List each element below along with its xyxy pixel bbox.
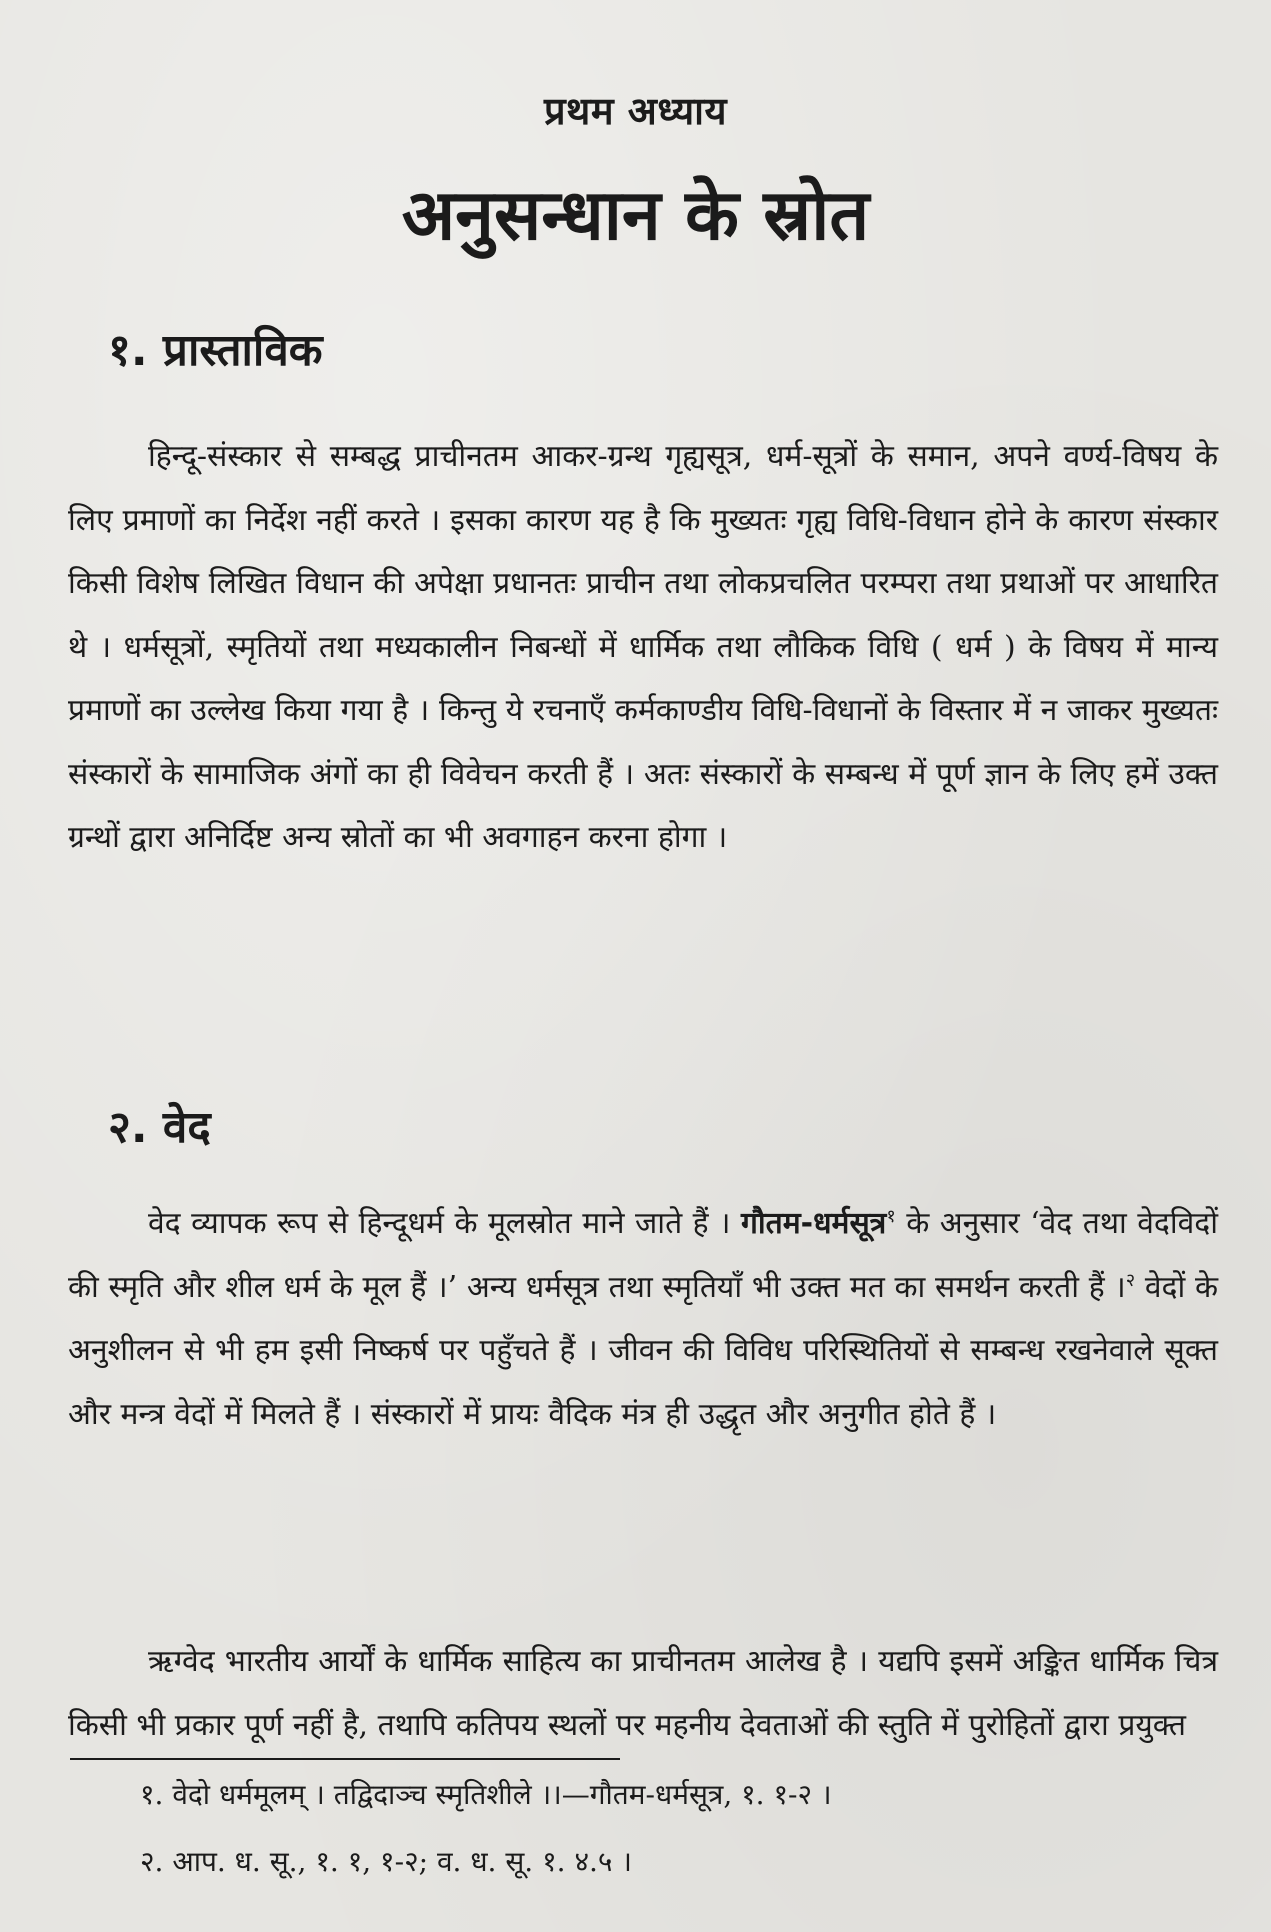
paragraph-text-part: के अनुसार ‘वेद तथा वेदविदों की स्मृति और शील धर्म के मूल हैं ।’ अन्य धर्मसूत्र तथा स्मृतियाँ भी उक्त मत का समर्थन करती हैं ।: [68, 1206, 1219, 1305]
footnote-marker: १: [886, 1206, 896, 1227]
paragraph-text: हिन्दू-संस्कार से सम्बद्ध प्राचीनतम आकर-ग्रन्थ गृह्यसूत्र, धर्म-सूत्रों के समान, अपने वर्ण्य-विषय के लिए प्रमाणों का निर्देश नहीं करते । इसका कारण यह है कि मुख्यतः गृह्य विधि-विधान होने के कारण संस्कार किसी विशेष लिखित विधान की अपेक्षा प्रधानतः प्राचीन तथा लोकप्रचलित परम्परा तथा प्रथाओं पर आधारित थे । धर्मसूत्रों, स्मृतियों तथा मध्यकालीन निबन्धों में धार्मिक तथा लौकिक विधि ( धर्म ) के विषय में मान्य प्रमाणों का उल्लेख किया गया है । किन्तु ये रचनाएँ कर्मकाण्डीय विधि-विधानों के विस्तार में न जाकर मुख्यतः संस्कारों के सामाजिक अंगों का ही विवेचन करती हैं । अतः संस्कारों के सम्बन्ध में पूर्ण ज्ञान के लिए हमें उक्त ग्रन्थों द्वारा अनिर्दिष्ट अन्य स्रोतों का भी अवगाहन करना होगा ।: [68, 439, 1218, 855]
footnote-divider: [70, 1758, 620, 1760]
cited-work-title: गौतम-धर्मसूत्र: [740, 1206, 887, 1241]
footnote-marker: २: [1125, 1269, 1136, 1291]
section-heading-veda: २. वेद: [108, 1102, 211, 1153]
paragraph-text: ऋग्वेद भारतीय आर्यों के धार्मिक साहित्य का प्राचीनतम आलेख है । यद्यपि इसमें अङ्कित धार्मिक चित्र किसी भी प्रकार पूर्ण नहीं है, तथापि कतिपय स्थलों पर महनीय देवताओं की स्तुति में पुरोहितों द्वारा प्रयुक्त: [68, 1644, 1218, 1743]
paragraph-rigveda: [68, 1630, 1218, 1757]
paragraph-introduction: [68, 425, 1218, 870]
paragraph-text-part: वेदों के अनुशीलन से भी हम इसी निष्कर्ष पर पहुँचते हैं । जीवन की विविध परिस्थितियों से सम्बन्ध रखनेवाले सूक्त और मन्त्र वेदों में मिलते हैं । संस्कारों में प्रायः वैदिक मंत्र ही उद्धृत और अनुगीत होते हैं ।: [68, 1269, 1218, 1432]
paragraph-veda-sources: [68, 1192, 1218, 1446]
paragraph-text-part: वेद व्यापक रूप से हिन्दूधर्म के मूलस्रोत माने जाते हैं ।: [148, 1206, 741, 1241]
chapter-title: अनुसन्धान के स्रोत: [401, 174, 870, 256]
footnote-1: १. वेदो धर्ममूलम् । तद्विदाञ्च स्मृतिशीले ।।—गौतम-धर्मसूत्र, १. १-२ ।: [140, 1778, 832, 1811]
footnote-2: २. आप. ध. सू., १. १, १-२; व. ध. सू. १. ४.५ ।: [140, 1845, 632, 1878]
chapter-label: प्रथम अध्याय: [543, 89, 728, 133]
section-heading-introduction: १. प्रास्ताविक: [108, 325, 323, 376]
